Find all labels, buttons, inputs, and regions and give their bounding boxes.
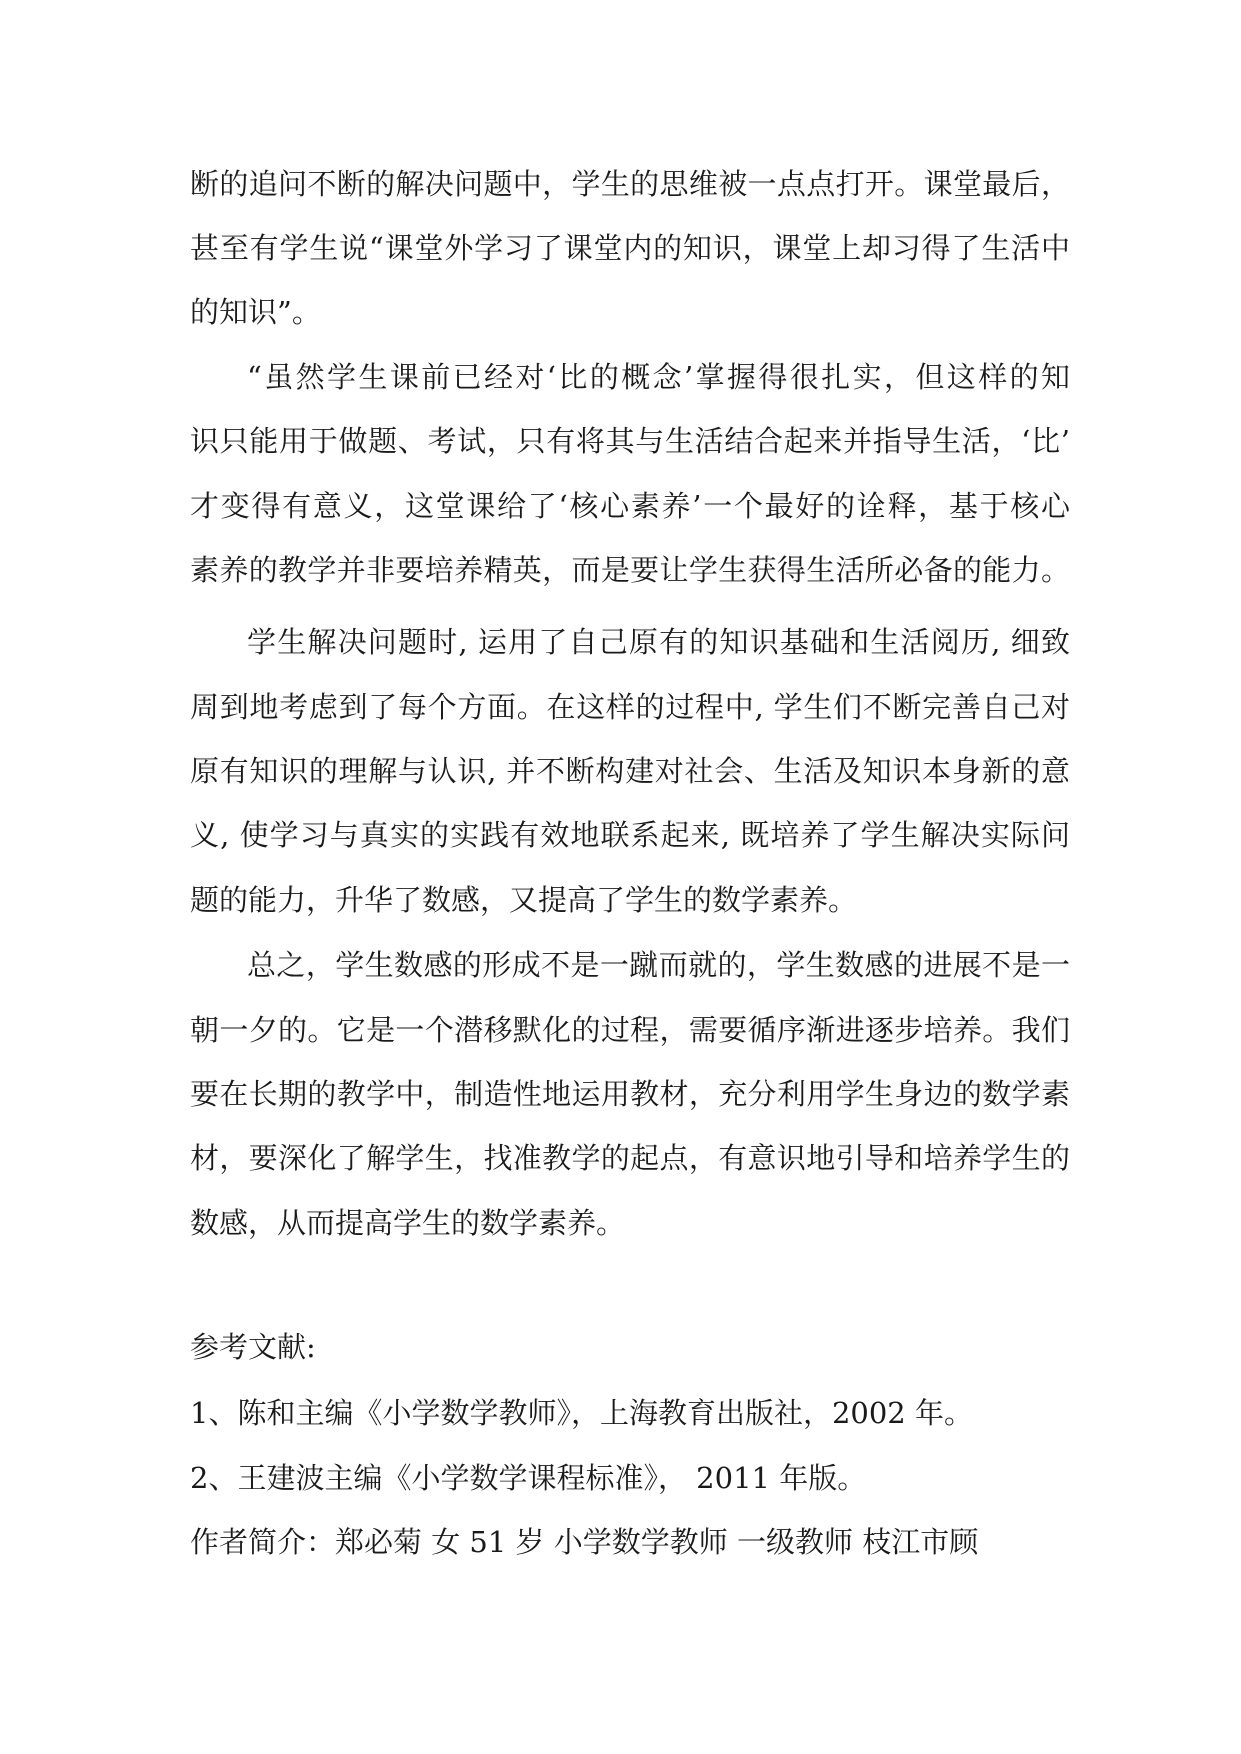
reference-item: 2、王建波主编《小学数学课程标准》， 2011 年版。 — [190, 1461, 867, 1495]
analysis-paragraph-line: 原有知识的理解与认识, 并不断构建对社会、生活及知识本身新的意 — [190, 754, 1070, 788]
conclusion-paragraph-line: 总之，学生数感的形成不是一蹴而就的，学生数感的进展不是一 — [247, 948, 1070, 982]
analysis-paragraph-line: 义, 使学习与真实的实践有效地联系起来, 既培养了学生解决实际问 — [190, 818, 1070, 852]
quote-paragraph-line: 才变得有意义，这堂课给了‘核心素养’一个最好的诠释，基于核心 — [190, 489, 1070, 523]
analysis-paragraph-line: 题的能力，升华了数感，又提高了学生的数学素养。 — [190, 883, 858, 917]
analysis-paragraph-line: 周到地考虑到了每个方面。在这样的过程中, 学生们不断完善自己对 — [190, 690, 1070, 724]
body-text-line: 的知识”。 — [190, 295, 321, 329]
body-text-line: 甚至有学生说“课堂外学习了课堂内的知识，课堂上却习得了生活中 — [190, 231, 1070, 265]
conclusion-paragraph-line: 数感，从而提高学生的数学素养。 — [190, 1206, 626, 1240]
references-heading: 参考文献: — [190, 1330, 316, 1364]
conclusion-paragraph-line: 朝一夕的。它是一个潜移默化的过程，需要循序渐进逐步培养。我们 — [190, 1013, 1070, 1047]
reference-item: 1、陈和主编《小学数学教师》，上海教育出版社，2002 年。 — [190, 1396, 973, 1430]
quote-paragraph-line: 识只能用于做题、考试，只有将其与生活结合起来并指导生活，‘比’ — [190, 424, 1070, 458]
analysis-paragraph-line: 学生解决问题时, 运用了自己原有的知识基础和生活阅历, 细致 — [247, 625, 1070, 659]
body-text-line: 断的追问不断的解决问题中，学生的思维被一点点打开。课堂最后， — [190, 167, 1070, 201]
quote-paragraph-line: “虽然学生课前已经对‘比的概念’掌握得很扎实，但这样的知 — [247, 360, 1070, 394]
quote-paragraph-line: 素养的教学并非要培养精英，而是要让学生获得生活所必备的能力。 — [190, 553, 1070, 587]
author-intro: 作者简介：郑必菊 女 51 岁 小学数学教师 一级教师 枝江市顾 — [190, 1525, 979, 1559]
conclusion-paragraph-line: 材，要深化了解学生，找准教学的起点，有意识地引导和培养学生的 — [190, 1141, 1070, 1175]
conclusion-paragraph-line: 要在长期的教学中，制造性地运用教材，充分利用学生身边的数学素 — [190, 1077, 1070, 1111]
